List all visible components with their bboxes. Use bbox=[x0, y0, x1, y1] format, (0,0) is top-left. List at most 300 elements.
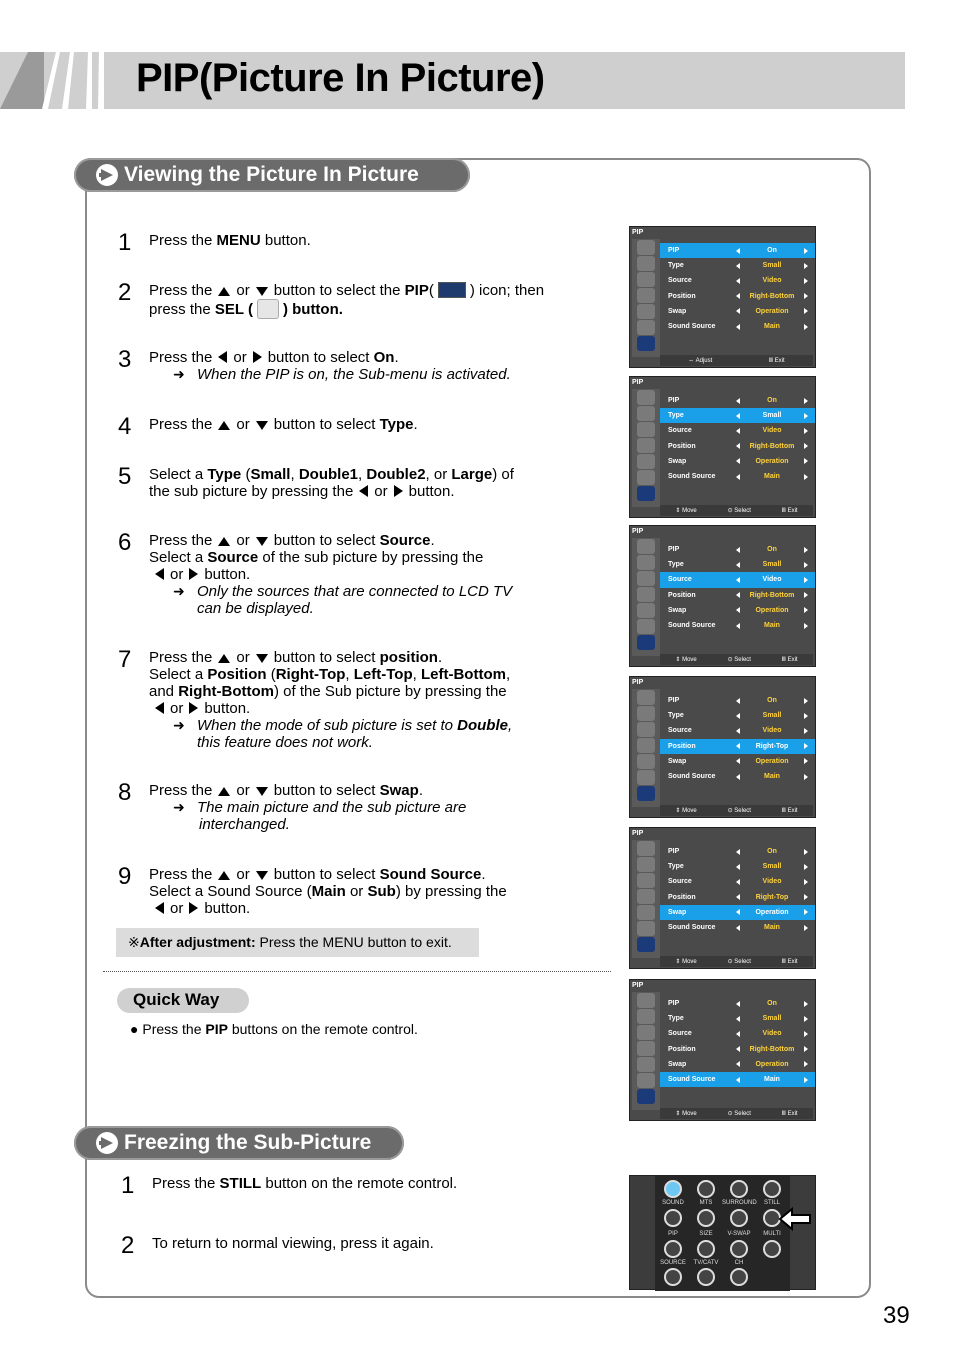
step-text-bold: MENU bbox=[216, 232, 261, 249]
step-text: ) of bbox=[492, 466, 514, 483]
osd-screen bbox=[629, 525, 816, 667]
osd-rows bbox=[660, 996, 815, 1087]
osd-menu-icon bbox=[637, 754, 655, 769]
osd-row-value: Operation bbox=[755, 1060, 789, 1068]
step-text: . bbox=[437, 649, 443, 666]
osd-row-value: Main bbox=[764, 773, 780, 781]
osd-title: PIP bbox=[632, 528, 644, 535]
osd-right-arrow-icon bbox=[804, 413, 808, 419]
osd-menu-icon bbox=[637, 288, 655, 303]
osd-menu-icon bbox=[637, 889, 655, 904]
quick-text: buttons on the remote control. bbox=[227, 1021, 418, 1037]
step-text-bold: Large bbox=[451, 466, 493, 483]
step-text-bold: Double2 bbox=[366, 466, 426, 483]
step-text: ( bbox=[266, 666, 276, 683]
osd-row bbox=[660, 769, 815, 784]
osd-footer-hint: ⇕ Move bbox=[675, 1111, 697, 1117]
osd-rows bbox=[660, 243, 815, 334]
osd-left-arrow-icon bbox=[736, 263, 740, 269]
osd-row-value: Video bbox=[762, 277, 782, 285]
remote-control-image bbox=[629, 1175, 816, 1290]
osd-row bbox=[660, 572, 815, 587]
osd-menu-icon bbox=[637, 738, 655, 753]
osd-row bbox=[660, 273, 815, 288]
osd-menu-icon bbox=[637, 722, 655, 737]
note-text-bold: Double bbox=[457, 717, 508, 734]
osd-menu-icon bbox=[637, 390, 655, 405]
osd-left-arrow-icon bbox=[736, 577, 740, 583]
osd-menu-icon bbox=[637, 1041, 655, 1056]
step-text-bold: position bbox=[379, 649, 438, 666]
step-text: . bbox=[430, 532, 435, 549]
osd-left-arrow-icon bbox=[736, 698, 740, 704]
osd-menu-icon bbox=[637, 1089, 655, 1104]
remote-button bbox=[697, 1240, 715, 1258]
osd-row-value: Right-Top bbox=[755, 742, 789, 750]
step-number: 3 bbox=[118, 346, 132, 373]
osd-right-arrow-icon bbox=[804, 713, 808, 719]
remote-button bbox=[697, 1209, 715, 1227]
step-text: or bbox=[236, 532, 250, 549]
osd-menu-icon bbox=[637, 1073, 655, 1088]
osd-footer bbox=[660, 1108, 813, 1119]
osd-row-label: Position bbox=[668, 292, 696, 300]
osd-row-label: Position bbox=[668, 591, 696, 599]
osd-left-arrow-icon bbox=[736, 308, 740, 314]
osd-row bbox=[660, 557, 815, 572]
osd-footer bbox=[660, 505, 813, 516]
osd-menu-icon bbox=[637, 587, 655, 602]
step-text: Press the bbox=[149, 782, 213, 799]
osd-left-arrow-icon bbox=[736, 849, 740, 855]
osd-footer-hint: Ⅲ Exit bbox=[781, 1111, 798, 1117]
remote-button-label: SOURCE bbox=[660, 1260, 686, 1266]
osd-row-label: Sound Source bbox=[668, 773, 716, 781]
step-number: 6 bbox=[118, 529, 132, 556]
osd-row-value: Main bbox=[764, 1076, 780, 1084]
osd-menu-icon bbox=[637, 603, 655, 618]
step-text: , bbox=[290, 466, 299, 483]
osd-right-arrow-icon bbox=[804, 879, 808, 885]
osd-row-label: Swap bbox=[668, 606, 687, 614]
step-number: 2 bbox=[118, 279, 132, 306]
osd-right-arrow-icon bbox=[804, 1046, 808, 1052]
osd-right-arrow-icon bbox=[804, 728, 808, 734]
osd-left-arrow-icon bbox=[736, 278, 740, 284]
osd-menu-icon bbox=[637, 555, 655, 570]
remote-button bbox=[664, 1268, 682, 1286]
osd-footer-hint: ⇕ Move bbox=[675, 959, 697, 965]
step-text: button on the remote control. bbox=[261, 1175, 458, 1192]
osd-row bbox=[660, 439, 815, 454]
osd-row bbox=[660, 1072, 815, 1087]
step-text: press the bbox=[149, 301, 215, 318]
step-note: ➜ Only the sources that are connected to LCD TV bbox=[149, 583, 609, 600]
osd-right-arrow-icon bbox=[804, 398, 808, 404]
step-text-bold: Swap bbox=[379, 782, 419, 799]
osd-row-label: Type bbox=[668, 1015, 684, 1023]
osd-footer-hint: ⇕ Move bbox=[675, 657, 697, 663]
remote-button bbox=[664, 1209, 682, 1227]
step-note-continued: interchanged. bbox=[199, 816, 290, 833]
step-text-bold: Type bbox=[379, 416, 414, 433]
osd-row-value: Small bbox=[762, 1015, 782, 1023]
osd-row bbox=[660, 693, 815, 708]
step-text: . bbox=[418, 782, 423, 799]
osd-row-value: On bbox=[767, 697, 777, 705]
osd-row-label: PIP bbox=[668, 848, 680, 856]
osd-icon-column bbox=[632, 992, 660, 1110]
after-adjustment-note bbox=[116, 928, 479, 957]
osd-row-value: Small bbox=[762, 712, 782, 720]
osd-left-arrow-icon bbox=[736, 398, 740, 404]
quick-text-bold: PIP bbox=[205, 1021, 228, 1037]
remote-button-label: MTS bbox=[699, 1200, 713, 1206]
step-text: or bbox=[233, 349, 247, 366]
osd-screen bbox=[629, 979, 816, 1121]
right-arrow-icon bbox=[394, 485, 403, 497]
right-arrow-icon bbox=[189, 702, 198, 714]
osd-menu-icon bbox=[637, 690, 655, 705]
osd-menu-icon bbox=[637, 486, 655, 501]
step-text: button. bbox=[408, 483, 455, 500]
note-text: When the mode of sub picture is set to bbox=[197, 717, 458, 734]
note-bold: After adjustment: bbox=[139, 934, 256, 950]
osd-left-arrow-icon bbox=[736, 925, 740, 931]
osd-footer-hint: ⊙ Select bbox=[727, 959, 751, 965]
osd-row bbox=[660, 408, 815, 423]
osd-row-label: PIP bbox=[668, 1000, 680, 1008]
osd-right-arrow-icon bbox=[804, 547, 808, 553]
osd-icon-column bbox=[632, 389, 660, 507]
step-text: button. bbox=[204, 700, 251, 717]
osd-row-label: Type bbox=[668, 863, 684, 871]
osd-rows bbox=[660, 542, 815, 633]
osd-footer-hint: Ⅲ Exit bbox=[781, 959, 798, 965]
up-arrow-icon bbox=[218, 537, 230, 546]
osd-right-arrow-icon bbox=[804, 443, 808, 449]
remote-button bbox=[730, 1240, 748, 1258]
step-text: . bbox=[481, 866, 486, 883]
osd-left-arrow-icon bbox=[736, 713, 740, 719]
step-number: 9 bbox=[118, 863, 132, 890]
osd-row-value: Small bbox=[762, 262, 782, 270]
osd-row-value: Video bbox=[762, 1030, 782, 1038]
osd-right-arrow-icon bbox=[804, 458, 808, 464]
section-viewing-pip bbox=[74, 158, 470, 192]
osd-menu-icon bbox=[637, 539, 655, 554]
step-text: Press the bbox=[149, 649, 213, 666]
step-text: or bbox=[170, 700, 184, 717]
down-arrow-icon bbox=[256, 787, 268, 796]
osd-row bbox=[660, 289, 815, 304]
step-text-bold: Double1 bbox=[298, 466, 359, 483]
step-text: button to select bbox=[273, 532, 380, 549]
osd-left-arrow-icon bbox=[736, 743, 740, 749]
osd-row-value: Video bbox=[762, 576, 782, 584]
osd-left-arrow-icon bbox=[736, 864, 740, 870]
osd-row bbox=[660, 739, 815, 754]
osd-row-label: Sound Source bbox=[668, 1076, 716, 1084]
osd-footer-hint: ⊙ Select bbox=[727, 1111, 751, 1117]
osd-screen bbox=[629, 827, 816, 969]
osd-menu-icon bbox=[637, 406, 655, 421]
osd-menu-icon bbox=[637, 320, 655, 335]
osd-row-value: Small bbox=[762, 412, 782, 420]
section-title: Freezing the Sub-Picture bbox=[124, 1131, 372, 1154]
osd-right-arrow-icon bbox=[804, 698, 808, 704]
osd-footer-hint: ⇔ Adjust bbox=[688, 357, 713, 364]
osd-left-arrow-icon bbox=[736, 728, 740, 734]
osd-footer bbox=[660, 956, 813, 967]
osd-right-arrow-icon bbox=[804, 248, 808, 254]
osd-footer-hint: Ⅲ Exit bbox=[781, 657, 798, 663]
step-number: 1 bbox=[118, 229, 132, 256]
step-text-bold: Left-Top bbox=[353, 666, 413, 683]
osd-rows bbox=[660, 393, 815, 484]
osd-row-label: Type bbox=[668, 262, 684, 270]
osd-menu-icon bbox=[637, 571, 655, 586]
remote-button-label: TV/CATV bbox=[693, 1260, 719, 1266]
left-arrow-icon bbox=[155, 568, 164, 580]
osd-icon-column bbox=[632, 840, 660, 958]
step-text: Press the bbox=[149, 416, 213, 433]
osd-row-label: Source bbox=[668, 1030, 692, 1038]
remote-button bbox=[763, 1180, 781, 1198]
osd-row bbox=[660, 304, 815, 319]
osd-icon-column bbox=[632, 239, 660, 357]
page-number: 39 bbox=[883, 1302, 910, 1329]
step-text: Press the bbox=[149, 532, 213, 549]
step-text: Press the bbox=[149, 232, 217, 249]
step-text: ( bbox=[241, 466, 251, 483]
osd-row-label: Source bbox=[668, 727, 692, 735]
osd-menu-icon bbox=[637, 873, 655, 888]
right-arrow-icon bbox=[189, 568, 198, 580]
osd-row bbox=[660, 754, 815, 769]
step-text-bold: Small bbox=[250, 466, 291, 483]
osd-row-value: Main bbox=[764, 323, 780, 331]
osd-left-arrow-icon bbox=[736, 623, 740, 629]
osd-row-label: Swap bbox=[668, 908, 687, 916]
osd-left-arrow-icon bbox=[736, 324, 740, 330]
step-text: button to select bbox=[273, 866, 380, 883]
osd-right-arrow-icon bbox=[804, 1031, 808, 1037]
osd-left-arrow-icon bbox=[736, 909, 740, 915]
osd-row-label: Swap bbox=[668, 307, 687, 315]
down-arrow-icon bbox=[256, 871, 268, 880]
osd-menu-icon bbox=[637, 454, 655, 469]
osd-title: PIP bbox=[632, 229, 644, 236]
osd-row-value: On bbox=[767, 546, 777, 554]
osd-row-label: Position bbox=[668, 893, 696, 901]
osd-row-value: Small bbox=[762, 863, 782, 871]
step-note: ➜ The main picture and the sub picture are bbox=[149, 799, 609, 816]
step-text-bold: Sound Source bbox=[379, 866, 482, 883]
osd-row bbox=[660, 1042, 815, 1057]
arrow-right-icon bbox=[96, 1132, 118, 1154]
osd-row-label: Position bbox=[668, 442, 696, 450]
up-arrow-icon bbox=[218, 287, 230, 296]
down-arrow-icon bbox=[256, 421, 268, 430]
remote-button-label: PIP bbox=[668, 1231, 678, 1237]
quick-way-badge: Quick Way bbox=[117, 988, 249, 1013]
osd-row-value: Main bbox=[764, 924, 780, 932]
osd-row-label: Source bbox=[668, 277, 692, 285]
osd-right-arrow-icon bbox=[804, 577, 808, 583]
osd-right-arrow-icon bbox=[804, 607, 808, 613]
osd-row bbox=[660, 890, 815, 905]
osd-left-arrow-icon bbox=[736, 1046, 740, 1052]
osd-row bbox=[660, 469, 815, 484]
left-arrow-icon bbox=[218, 351, 227, 363]
down-arrow-icon bbox=[256, 654, 268, 663]
osd-right-arrow-icon bbox=[804, 1016, 808, 1022]
step-text-bold: On bbox=[373, 349, 395, 366]
osd-row-value: Video bbox=[762, 427, 782, 435]
osd-left-arrow-icon bbox=[736, 428, 740, 434]
osd-right-arrow-icon bbox=[804, 925, 808, 931]
step-text: or bbox=[236, 282, 250, 299]
step-text: ) icon; then bbox=[469, 282, 545, 299]
osd-right-arrow-icon bbox=[804, 1001, 808, 1007]
step-text-bold: ) button. bbox=[282, 301, 343, 318]
step-text-bold: Source bbox=[379, 532, 431, 549]
osd-rows bbox=[660, 693, 815, 784]
step-text: . bbox=[394, 349, 399, 366]
osd-row bbox=[660, 708, 815, 723]
osd-row-label: PIP bbox=[668, 546, 680, 554]
osd-menu-icon bbox=[637, 1025, 655, 1040]
osd-screen bbox=[629, 676, 816, 818]
osd-right-arrow-icon bbox=[804, 909, 808, 915]
osd-row-label: Swap bbox=[668, 457, 687, 465]
osd-menu-icon bbox=[637, 841, 655, 856]
osd-row-label: Swap bbox=[668, 757, 687, 765]
osd-left-arrow-icon bbox=[736, 592, 740, 598]
pip-icon bbox=[438, 282, 466, 298]
osd-menu-icon bbox=[637, 422, 655, 437]
up-arrow-icon bbox=[218, 654, 230, 663]
osd-left-arrow-icon bbox=[736, 1016, 740, 1022]
step-text: Press the bbox=[149, 866, 213, 883]
osd-row-label: Position bbox=[668, 742, 696, 750]
osd-row-value: On bbox=[767, 1000, 777, 1008]
step-text: of the sub picture by pressing the bbox=[258, 549, 484, 566]
osd-right-arrow-icon bbox=[804, 278, 808, 284]
osd-right-arrow-icon bbox=[804, 1077, 808, 1083]
step-text-bold: Source bbox=[207, 549, 259, 566]
osd-right-arrow-icon bbox=[804, 743, 808, 749]
remote-button-label: SOUND bbox=[662, 1200, 684, 1206]
osd-row-value: Operation bbox=[755, 307, 789, 315]
osd-right-arrow-icon bbox=[804, 308, 808, 314]
remote-button bbox=[730, 1209, 748, 1227]
step-text: Press the bbox=[152, 1175, 220, 1192]
remote-button bbox=[664, 1240, 682, 1258]
osd-right-arrow-icon bbox=[804, 849, 808, 855]
note-symbol: ※ bbox=[128, 934, 140, 950]
osd-right-arrow-icon bbox=[804, 864, 808, 870]
osd-row-label: Sound Source bbox=[668, 473, 716, 481]
osd-right-arrow-icon bbox=[804, 758, 808, 764]
osd-menu-icon bbox=[637, 770, 655, 785]
osd-row-value: Right-Bottom bbox=[749, 1045, 795, 1053]
right-arrow-icon bbox=[253, 351, 262, 363]
osd-menu-icon bbox=[637, 857, 655, 872]
step-text-bold: SEL ( bbox=[214, 301, 253, 318]
osd-left-arrow-icon bbox=[736, 562, 740, 568]
left-arrow-icon bbox=[155, 702, 164, 714]
osd-left-arrow-icon bbox=[736, 443, 740, 449]
step-text: , or bbox=[425, 466, 452, 483]
osd-row-label: Type bbox=[668, 412, 684, 420]
osd-row-value: Main bbox=[764, 622, 780, 630]
osd-menu-icon bbox=[637, 937, 655, 952]
osd-row-value: On bbox=[767, 848, 777, 856]
down-arrow-icon bbox=[256, 287, 268, 296]
osd-menu-icon bbox=[637, 272, 655, 287]
left-arrow-icon bbox=[359, 485, 368, 497]
osd-menu-icon bbox=[637, 1009, 655, 1024]
remote-button-label: V-SWAP bbox=[727, 1231, 751, 1237]
remote-button-label: SIZE bbox=[699, 1231, 713, 1237]
remote-button bbox=[697, 1180, 715, 1198]
osd-footer-hint: Ⅲ Exit bbox=[768, 358, 785, 364]
osd-title: PIP bbox=[632, 679, 644, 686]
step-number: 7 bbox=[118, 646, 132, 673]
step-text: Press the bbox=[149, 349, 213, 366]
osd-footer-hint: Ⅲ Exit bbox=[781, 808, 798, 814]
osd-row-value: Video bbox=[762, 727, 782, 735]
osd-title: PIP bbox=[632, 830, 644, 837]
osd-left-arrow-icon bbox=[736, 293, 740, 299]
step-text: button. bbox=[260, 232, 311, 249]
osd-left-arrow-icon bbox=[736, 458, 740, 464]
remote-button-label: CH bbox=[734, 1260, 744, 1266]
osd-left-arrow-icon bbox=[736, 1061, 740, 1067]
osd-left-arrow-icon bbox=[736, 474, 740, 480]
osd-row-value: Operation bbox=[755, 908, 789, 916]
up-arrow-icon bbox=[218, 421, 230, 430]
osd-footer bbox=[660, 654, 813, 665]
step-text: button to select the bbox=[273, 282, 405, 299]
osd-row-label: Source bbox=[668, 576, 692, 584]
osd-left-arrow-icon bbox=[736, 547, 740, 553]
up-arrow-icon bbox=[218, 871, 230, 880]
osd-icon-column bbox=[632, 689, 660, 807]
osd-left-arrow-icon bbox=[736, 413, 740, 419]
osd-row-value: Operation bbox=[755, 757, 789, 765]
step-text: or bbox=[345, 883, 368, 900]
osd-row-label: PIP bbox=[668, 397, 680, 405]
step-text: button to select bbox=[273, 416, 380, 433]
step-text: , bbox=[358, 466, 367, 483]
osd-row-label: Swap bbox=[668, 1060, 687, 1068]
osd-left-arrow-icon bbox=[736, 1001, 740, 1007]
step-text: the sub picture by pressing the bbox=[149, 483, 354, 500]
osd-row-value: Right-Bottom bbox=[749, 292, 795, 300]
page-title: PIP(Picture In Picture) bbox=[136, 56, 545, 100]
step-text-bold: Left-Bottom bbox=[420, 666, 506, 683]
osd-row-label: PIP bbox=[668, 247, 680, 255]
osd-menu-icon bbox=[637, 336, 655, 351]
osd-menu-icon bbox=[637, 635, 655, 650]
step-text: button to select bbox=[273, 782, 380, 799]
step-text: or bbox=[236, 782, 250, 799]
step-text-bold: Right-Top bbox=[275, 666, 346, 683]
osd-row-label: Source bbox=[668, 878, 692, 886]
